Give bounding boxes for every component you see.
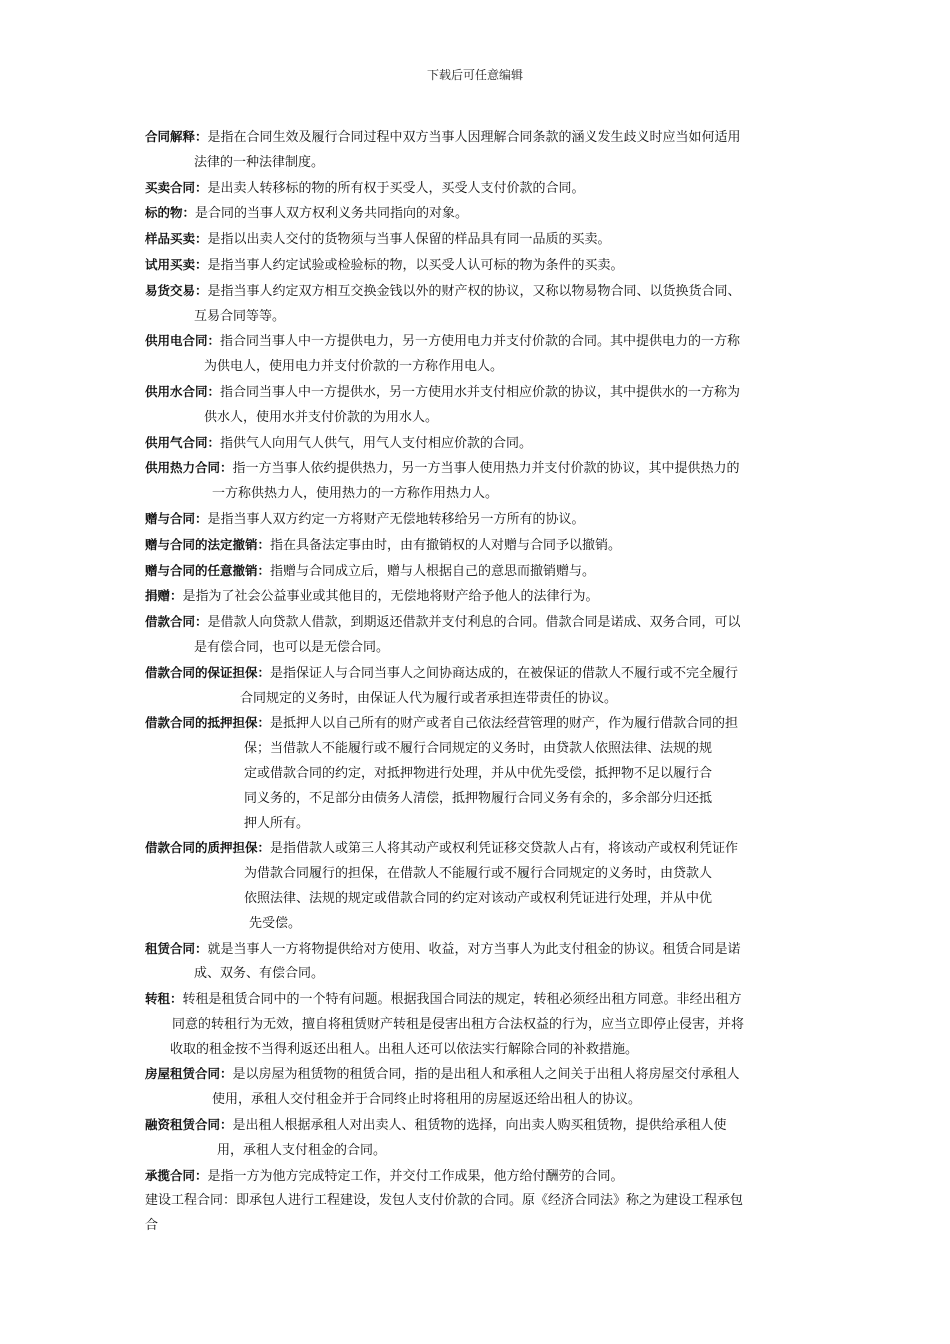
entry-line: [145, 406, 809, 431]
glossary-entry: [145, 711, 809, 836]
entry-definition-text: 是指当事人约定双方相互交换金钱以外的财产权的协议，又称以物易物合同、以货换货合同、: [207, 283, 741, 299]
glossary-entry: [145, 533, 809, 559]
entry-definition-text: 就是当事人一方将物提供给对方使用、收益，对方当事人为此支付租金的协议。租赁合同是诺: [207, 941, 741, 957]
glossary-entry: [145, 380, 809, 431]
glossary-entry: [145, 1113, 809, 1164]
entry-line: [145, 456, 809, 482]
entry-definition-text: 互易合同等等。: [194, 308, 286, 324]
glossary-entry: [145, 456, 809, 507]
entry-line: [145, 812, 809, 837]
entry-line: [145, 227, 809, 253]
entry-definition-text: 是指借款人或第三人将其动产或权利凭证移交贷款人占有，将该动产或权利凭证作: [270, 841, 739, 857]
entry-definition-text: 为供电人，使用电力并支付价款的一方称作用电人。: [204, 359, 504, 375]
glossary-entry: [145, 661, 809, 712]
entry-definition-text: 使用，承租人交付租金并于合同终止时将租用的房屋返还给出租人的协议。: [212, 1092, 642, 1108]
entry-definition-text: 指在具备法定事由时，由有撤销权的人对赠与合同予以撤销。: [270, 537, 622, 553]
glossary-entry: [145, 431, 809, 457]
entry-definition-text: 定或借款合同的约定，对抵押物进行处理，并从中优先受偿，抵押物不足以履行合: [244, 765, 713, 781]
entry-line: [145, 912, 809, 937]
entry-definition-text: 同义务的，不足部分由债务人清偿，抵押物履行合同义务有余的，多余部分归还抵: [244, 790, 713, 806]
entry-term: 供用气合同：: [145, 434, 221, 450]
entry-term: 标的物：: [145, 205, 196, 221]
entry-definition-text: 转租是租赁合同中的一个特有问题。根据我国合同法的规定，转租必须经出租方同意。非经出租方: [182, 992, 742, 1008]
entry-definition-text: 是指以出卖人交付的货物须与当事人保留的样品具有同一品质的买卖。: [207, 232, 611, 248]
glossary-entry: [145, 559, 809, 585]
entry-definition-text: 是出租人根据承租人对出卖人、租赁物的选择，向出卖人购买租赁物，提供给承租人使: [232, 1118, 727, 1134]
entry-term: 赠与合同：: [145, 510, 208, 526]
entry-line: [145, 937, 809, 963]
entry-line: [145, 661, 809, 687]
entry-line: [145, 279, 809, 305]
entry-line: [145, 1214, 809, 1239]
glossary-entry: [145, 1189, 809, 1239]
entry-term: 借款合同的质押担保：: [145, 840, 271, 856]
entry-term: 借款合同的保证担保：: [145, 664, 271, 680]
entry-line: [145, 305, 809, 330]
glossary-entry: [145, 1062, 809, 1113]
entry-line: [145, 887, 809, 912]
entry-definition-text: 押人所有。: [244, 815, 310, 831]
entry-line: [145, 482, 809, 507]
entry-definition-text: 法律的一种法律制度。: [194, 154, 325, 170]
entry-line: [145, 507, 809, 533]
entry-line: [145, 1013, 809, 1038]
entry-term: 供用电合同：: [145, 333, 221, 349]
entry-definition-text: 是指当事人约定试验或检验标的物，以买受人认可标的物为条件的买卖。: [207, 257, 624, 273]
entry-definition-text: 是借款人向贷款人借款，到期返还借款并支付利息的合同。借款合同是诺成、双务合同，可以: [207, 615, 741, 631]
entry-definition-text: 指合同当事人中一方提供水，另一方使用水并支付相应价款的协议，其中提供水的一方称为: [220, 384, 741, 400]
entry-line: [145, 151, 809, 176]
entry-line: [145, 253, 809, 279]
entry-line: [145, 125, 809, 151]
entry-definition-text: 是以房屋为租赁物的租赁合同，指的是出租人和承租人之间关于出租人将房屋交付承租人: [232, 1067, 740, 1083]
glossary-entry: [145, 329, 809, 380]
entry-term: 房屋租赁合同：: [145, 1066, 233, 1082]
entry-definition-text: 是指当事人双方约定一方将财产无偿地转移给另一方所有的协议。: [207, 511, 585, 527]
entry-line: [145, 787, 809, 812]
glossary-entry: [145, 937, 809, 988]
entry-term: 赠与合同的任意撤销：: [145, 562, 271, 578]
entry-line: [145, 533, 809, 559]
entry-definition-text: 合同规定的义务时，由保证人代为履行或者承担连带责任的协议。: [240, 690, 618, 706]
entry-line: [145, 636, 809, 661]
glossary-entry: [145, 279, 809, 330]
entry-line: [145, 201, 809, 227]
entry-term: 供用水合同：: [145, 383, 221, 399]
entry-term: 捐赠：: [145, 588, 183, 604]
entry-definition-text: 成、双务、有偿合同。: [194, 966, 325, 982]
glossary-entries: [145, 125, 809, 1239]
entry-definition-text: 是指保证人与合同当事人之间协商达成的，在被保证的借款人不履行或不完全履行: [270, 665, 739, 681]
entry-line: [145, 762, 809, 787]
entry-term: 易货交易：: [145, 282, 208, 298]
entry-term: 融资租赁合同：: [145, 1117, 233, 1133]
entry-term: 借款合同的抵押担保：: [145, 715, 271, 731]
entry-line: [145, 836, 809, 862]
entry-term: 承揽合同：: [145, 1167, 208, 1183]
entry-term: 试用买卖：: [145, 256, 208, 272]
entry-definition-text: 是指在合同生效及履行合同过程中双方当事人因理解合同条款的涵义发生歧义时应当如何适用: [207, 130, 741, 145]
entry-line: [145, 1164, 809, 1190]
entry-line: [145, 1088, 809, 1113]
entry-definition-text: 用，承租人支付租金的合同。: [217, 1142, 387, 1158]
glossary-entry: [145, 227, 809, 253]
entry-line: [145, 355, 809, 380]
entry-line: [145, 559, 809, 585]
entry-term: 供用热力合同：: [145, 460, 233, 476]
entry-definition-text: 指赠与合同成立后，赠与人根据自己的意思而撤销赠与。: [270, 563, 596, 579]
entry-definition-text: 指一方当事人依约提供热力，另一方当事人使用热力并支付价款的协议，其中提供热力的: [232, 461, 740, 477]
entry-term: 赠与合同的法定撤销：: [145, 536, 271, 552]
entry-definition-text: 是出卖人转移标的物的所有权于买受人，买受人支付价款的合同。: [207, 180, 585, 196]
entry-line: [145, 610, 809, 636]
entry-definition-text: 供水人，使用水并支付价款的为用水人。: [204, 409, 439, 425]
entry-line: [145, 380, 809, 406]
entry-definition-text: 为借款合同履行的担保，在借款人不能履行或不履行合同规定的义务时，由贷款人: [244, 866, 713, 882]
entry-line: [145, 711, 809, 737]
entry-term: 租赁合同：: [145, 940, 208, 956]
entry-line: [145, 1038, 809, 1063]
entry-line: [145, 687, 809, 712]
entry-line: [145, 1113, 809, 1139]
entry-term: 合同解释：: [145, 129, 208, 144]
glossary-entry: [145, 201, 809, 227]
entry-definition-text: 先受偿。: [249, 915, 302, 931]
page-header: 下载后可任意编辑: [426, 68, 523, 82]
glossary-entry: [145, 1164, 809, 1190]
entry-definition-text: 收取的租金按不当得利返还出租人。出租人还可以依法实行解除合同的补救措施。: [170, 1041, 639, 1057]
entry-definition-text: 是有偿合同，也可以是无偿合同。: [194, 639, 390, 655]
entry-definition-text: 指供气人向用气人供气，用气人支付相应价款的合同。: [220, 435, 533, 451]
entry-line: [145, 1139, 809, 1164]
glossary-entry: [145, 507, 809, 533]
entry-definition-text: 是指一方为他方完成特定工作，并交付工作成果，他方给付酬劳的合同。: [207, 1168, 624, 1184]
entry-line: [145, 176, 809, 202]
entry-definition-text: 是指为了社会公益事业或其他目的，无偿地将财产给予他人的法律行为。: [182, 589, 599, 605]
entry-definition-text: 同意的转租行为无效，擅自将租赁财产转租是侵害出租方合法权益的行为，应当立即停止侵害，并将: [172, 1016, 745, 1032]
entry-definition-text: 依照法律、法规的规定或借款合同的约定对该动产或权利凭证进行处理，并从中优: [244, 890, 713, 906]
glossary-entry: [145, 836, 809, 936]
entry-line: [145, 962, 809, 987]
entry-definition-text: 保；当借款人不能履行或不履行合同规定的义务时，由贷款人依照法律、法规的规: [244, 741, 713, 757]
entry-line: [145, 329, 809, 355]
entry-definition-text: 指合同当事人中一方提供电力，另一方使用电力并支付价款的合同。其中提供电力的一方称: [220, 334, 741, 350]
entry-line: [145, 431, 809, 457]
entry-definition-text: 是合同的当事人双方权利义务共同指向的对象。: [195, 206, 469, 222]
entry-line: [145, 862, 809, 887]
glossary-entry: [145, 987, 809, 1062]
glossary-entry: [145, 176, 809, 202]
glossary-entry: [145, 610, 809, 661]
entry-line: [145, 1062, 809, 1088]
glossary-entry: [145, 253, 809, 279]
entry-term: 买卖合同：: [145, 179, 208, 195]
entry-line: [145, 737, 809, 762]
entry-term: 样品买卖：: [145, 231, 208, 247]
entry-definition-text: 合: [145, 1218, 159, 1234]
entry-definition-text: 建设工程合同：即承包人进行工程建设，发包人支付价款的合同。原《经济合同法》称之为建设工程承包: [145, 1193, 744, 1209]
entry-definition-text: 一方称供热力人，使用热力的一方称作用热力人。: [212, 486, 499, 502]
glossary-entry: [145, 584, 809, 610]
entry-line: [145, 987, 809, 1013]
entry-line: [145, 1189, 809, 1214]
glossary-entry: [145, 125, 809, 176]
entry-definition-text: 是抵押人以自己所有的财产或者自己依法经营管理的财产，作为履行借款合同的担: [270, 716, 739, 732]
entry-term: 转租：: [145, 991, 183, 1007]
entry-term: 借款合同：: [145, 614, 208, 630]
entry-line: [145, 584, 809, 610]
